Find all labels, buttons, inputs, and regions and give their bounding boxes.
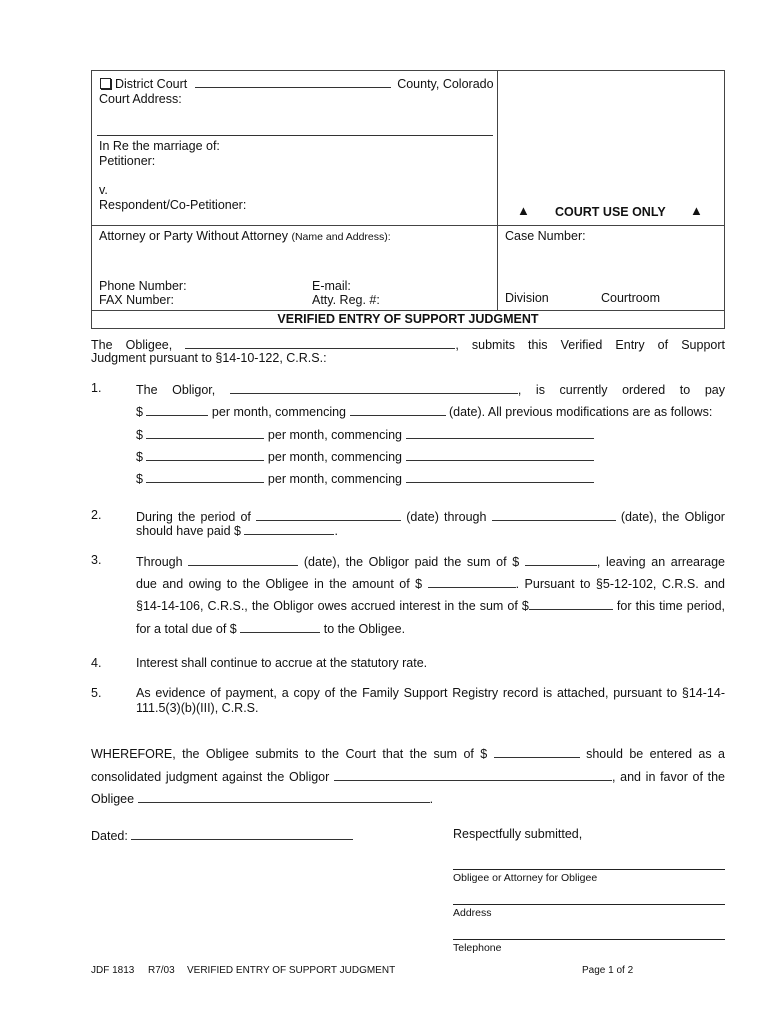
during-label: During the period of bbox=[136, 510, 251, 524]
county-colorado-label: County, Colorado bbox=[397, 77, 494, 91]
up-arrow-icon: ▲ bbox=[690, 203, 703, 218]
per-month-label: per month, commencing bbox=[267, 428, 403, 442]
period-start-field[interactable] bbox=[256, 508, 401, 521]
caption-divider-title bbox=[91, 310, 725, 311]
total-due-label: for a total due of $ bbox=[136, 622, 237, 636]
petitioner-label: Petitioner: bbox=[99, 154, 156, 168]
caption-divider-vertical bbox=[497, 70, 498, 311]
per-month-label: per month, commencing bbox=[267, 450, 403, 464]
dollar-sign: $ bbox=[136, 405, 143, 419]
footer-form-id: JDF 1813 bbox=[91, 965, 135, 976]
courtroom-label: Courtroom bbox=[601, 291, 661, 305]
total-due-field[interactable] bbox=[240, 620, 320, 633]
dated-label: Dated: bbox=[91, 829, 128, 843]
entered-as-label: should be entered as a bbox=[586, 747, 725, 761]
signature-line[interactable] bbox=[453, 869, 725, 870]
court-address-label: Court Address: bbox=[99, 92, 182, 106]
through-label: Through bbox=[136, 555, 183, 569]
item-3-line-1 bbox=[136, 553, 725, 569]
item-2-line-2: should have paid $ . bbox=[136, 524, 338, 538]
item-3-number: 3. bbox=[91, 553, 102, 567]
should-have-paid-field[interactable] bbox=[244, 522, 334, 535]
district-court-line bbox=[100, 75, 494, 91]
district-court-label: District Court bbox=[115, 77, 188, 91]
intro-obligee-suffix: , submits this Verified Entry of Support bbox=[455, 338, 725, 352]
wherefore-line-1 bbox=[91, 745, 725, 761]
leaving-arrearage-label: , leaving an arrearage bbox=[596, 555, 725, 569]
modification-row bbox=[136, 426, 594, 442]
modification-row bbox=[136, 470, 594, 486]
against-obligor-label: consolidated judgment against the Obligor bbox=[91, 770, 330, 784]
modification-date-field[interactable] bbox=[406, 426, 594, 439]
item-3-line-4 bbox=[136, 620, 405, 636]
due-owing-label: due and owing to the Obligee in the amount of $ bbox=[136, 577, 423, 591]
wherefore-sum-label: WHEREFORE, the Obligee submits to the Court that the sum of $ bbox=[91, 747, 488, 761]
district-court-checkbox[interactable] bbox=[100, 78, 111, 89]
pursuant-label: . Pursuant to §5-12-102, C.R.S. and bbox=[515, 577, 725, 591]
address-line[interactable] bbox=[453, 904, 725, 905]
obligee-attorney-label: Obligee or Attorney for Obligee bbox=[453, 872, 598, 884]
per-month-label: per month, commencing bbox=[211, 405, 347, 419]
respectfully-submitted-label: Respectfully submitted, bbox=[453, 827, 583, 841]
versus-label: v. bbox=[99, 183, 108, 197]
modification-amount-field[interactable] bbox=[146, 470, 264, 483]
judgment-obligor-field[interactable] bbox=[334, 768, 612, 781]
paid-through-date-field[interactable] bbox=[188, 553, 298, 566]
item-5-line-1: As evidence of payment, a copy of the Family Support Registry record is attached, pursuant to §14-14- bbox=[136, 686, 725, 700]
monthly-amount-field[interactable] bbox=[146, 403, 208, 416]
dollar-sign: $ bbox=[136, 428, 143, 442]
wherefore-line-2 bbox=[91, 768, 725, 784]
modification-row bbox=[136, 448, 594, 464]
wherefore-line-3 bbox=[91, 790, 433, 806]
paid-sum-field[interactable] bbox=[525, 553, 597, 566]
email-label: E-mail: bbox=[312, 279, 351, 293]
case-number-label: Case Number: bbox=[505, 229, 586, 243]
fax-label: FAX Number: bbox=[99, 293, 175, 307]
intro-obligee-prefix: The Obligee, bbox=[91, 338, 173, 352]
judgment-obligee-field[interactable] bbox=[138, 790, 430, 803]
obligor-prefix: The Obligor, bbox=[136, 383, 216, 397]
accrued-interest-label: §14-14-106, C.R.S., the Obligor owes accrued interest in the sum of $ bbox=[136, 599, 529, 613]
obligor-suffix: , is currently ordered to pay bbox=[517, 383, 725, 397]
obligor-name-field[interactable] bbox=[230, 381, 518, 394]
dollar-sign: $ bbox=[136, 472, 143, 486]
paid-sum-label: (date), the Obligor paid the sum of $ bbox=[303, 555, 520, 569]
item-1-line-1 bbox=[136, 381, 725, 397]
in-re-label: In Re the marriage of: bbox=[99, 139, 220, 153]
per-month-label: per month, commencing bbox=[267, 472, 403, 486]
attorney-label: Attorney or Party Without Attorney bbox=[99, 229, 288, 243]
address-label: Address bbox=[453, 907, 492, 919]
item-1-line-2 bbox=[136, 403, 712, 419]
atty-reg-label: Atty. Reg. #: bbox=[312, 293, 380, 307]
item-4-number: 4. bbox=[91, 656, 102, 670]
modification-date-field[interactable] bbox=[406, 448, 594, 461]
date-through-label: (date) through bbox=[406, 510, 487, 524]
item-1-number: 1. bbox=[91, 381, 102, 395]
dollar-sign: $ bbox=[136, 450, 143, 464]
attorney-note: (Name and Address): bbox=[291, 231, 391, 243]
date-obligor-label: (date), the Obligor bbox=[620, 510, 725, 524]
footer-title: VERIFIED ENTRY OF SUPPORT JUDGMENT bbox=[187, 965, 396, 976]
time-period-label: for this time period, bbox=[616, 599, 725, 613]
form-title: VERIFIED ENTRY OF SUPPORT JUDGMENT bbox=[277, 312, 539, 326]
judgment-sum-field[interactable] bbox=[494, 745, 580, 758]
item-2-number: 2. bbox=[91, 508, 102, 522]
to-obligee-label: to the Obligee. bbox=[323, 622, 406, 636]
item-3-line-3 bbox=[136, 597, 725, 613]
item-4-text: Interest shall continue to accrue at the statutory rate. bbox=[136, 656, 428, 670]
respondent-label: Respondent/Co-Petitioner: bbox=[99, 198, 247, 212]
obligee-name-field[interactable] bbox=[185, 336, 455, 349]
dated-line bbox=[91, 827, 353, 843]
county-name-field[interactable] bbox=[195, 75, 391, 88]
period-mark: . bbox=[429, 792, 434, 806]
modification-amount-field[interactable] bbox=[146, 426, 264, 439]
commencing-date-field[interactable] bbox=[350, 403, 446, 416]
item-5-number: 5. bbox=[91, 686, 102, 700]
telephone-label: Telephone bbox=[453, 942, 502, 954]
obligee-label: Obligee bbox=[91, 792, 135, 806]
up-arrow-icon: ▲ bbox=[517, 203, 530, 218]
accrued-interest-field[interactable] bbox=[529, 597, 613, 610]
dated-field[interactable] bbox=[131, 827, 353, 840]
phone-label: Phone Number: bbox=[99, 279, 187, 293]
attorney-line bbox=[99, 229, 391, 243]
footer-revision: R7/03 bbox=[148, 965, 175, 976]
in-favor-label: , and in favor of the bbox=[611, 770, 726, 784]
court-use-only-label: COURT USE ONLY bbox=[555, 205, 666, 219]
item-3-line-2 bbox=[136, 575, 725, 591]
division-label: Division bbox=[505, 291, 549, 305]
caption-divider-attorney bbox=[91, 225, 725, 226]
court-address-line[interactable] bbox=[97, 135, 493, 136]
should-have-paid-label: should have paid $ bbox=[136, 524, 241, 538]
modification-date-field[interactable] bbox=[406, 470, 594, 483]
modification-amount-field[interactable] bbox=[146, 448, 264, 461]
arrearage-amount-field[interactable] bbox=[428, 575, 516, 588]
item-5-line-2: 111.5(3)(b)(III), C.R.S. bbox=[136, 701, 259, 715]
intro-line-2: Judgment pursuant to §14-10-122, C.R.S.: bbox=[91, 351, 327, 365]
intro-line-1 bbox=[91, 336, 725, 352]
period-end-field[interactable] bbox=[492, 508, 616, 521]
footer-page-number: Page 1 of 2 bbox=[582, 965, 634, 976]
telephone-line[interactable] bbox=[453, 939, 725, 940]
previous-modifications-label: (date). All previous modifications are as follows: bbox=[448, 405, 713, 419]
